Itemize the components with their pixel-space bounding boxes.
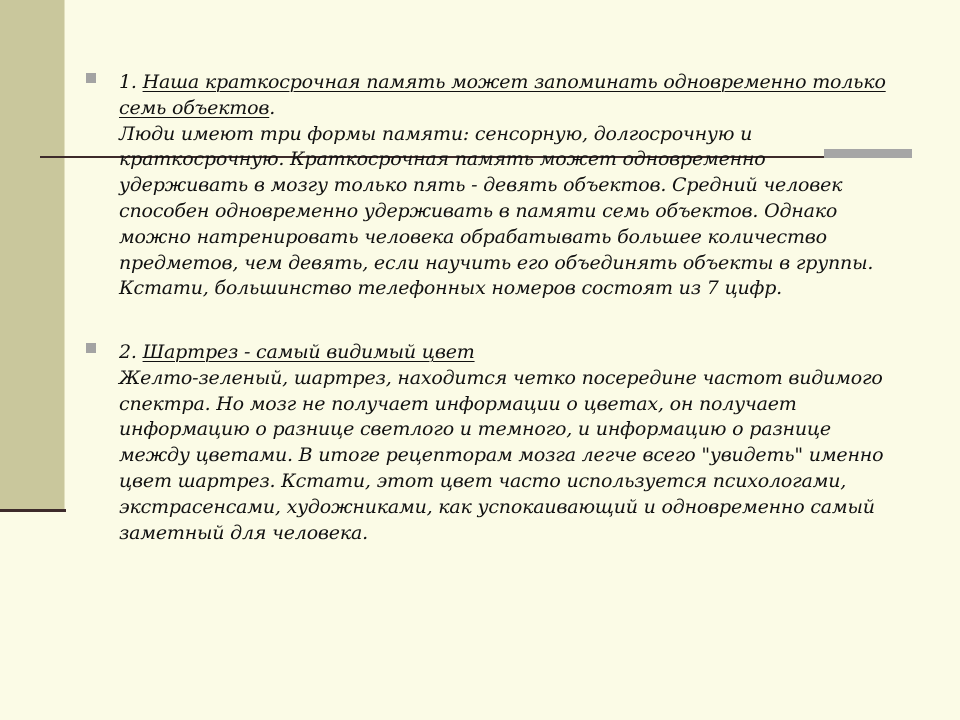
item-1-heading-part-2: семь объектов xyxy=(119,96,270,119)
item-2-body-line-6: экстрасенсами, художниками, как успокаивающий и одновременно самый xyxy=(119,495,875,518)
bullet-square-icon xyxy=(86,343,96,353)
item-1-body-line-3: удерживать в мозгу только пять - девять объектов. Средний человек xyxy=(119,174,843,197)
list-item-2 xyxy=(119,340,909,546)
item-2-body-line-5: цвет шартрез. Кстати, этот цвет часто используется психологами, xyxy=(119,469,847,492)
item-1-body-line-1: Люди имеют три формы памяти: сенсорную, долгосрочную и xyxy=(119,122,753,145)
bullet-square-icon xyxy=(86,73,96,83)
item-2-body-line-3: информацию о разнице светлого и темного, и информацию о разнице xyxy=(119,418,831,441)
item-1-body-line-2: краткосрочную. Краткосрочная память может одновременно xyxy=(119,148,766,171)
item-2-body-line-7: заметный для человека. xyxy=(119,521,368,544)
item-1-body-line-4: способен одновременно удерживать в памяти семь объектов. Однако xyxy=(119,199,838,222)
item-1-heading-line-2 xyxy=(119,96,909,122)
side-bar-underline xyxy=(0,509,66,512)
item-1-number: 1. xyxy=(119,71,143,93)
item-2-heading: Шартрез - самый видимый цвет xyxy=(142,341,475,363)
item-1-body-line-5: можно натренировать человека обрабатывать большее количество xyxy=(119,225,827,248)
item-2-number: 2. xyxy=(119,341,143,363)
item-1-body-line-6: предметов, чем девять, если научить его объединять объекты в группы. xyxy=(119,251,874,274)
side-bar-decoration xyxy=(0,0,65,511)
item-2-body-line-4: между цветами. В итоге рецепторам мозга легче всего "увидеть" именно xyxy=(119,444,884,467)
item-2-body-line-2: спектра. Но мозг не получает информации о цветах, он получает xyxy=(119,392,797,415)
item-2-heading-line xyxy=(119,340,909,366)
item-1-body-line-7: Кстати, большинство телефонных номеров состоят из 7 цифр. xyxy=(119,277,783,300)
item-1-heading-part-1: Наша краткосрочная память может запоминать одновременно только xyxy=(142,71,886,93)
list-item-1 xyxy=(119,70,909,302)
item-1-heading-line-1 xyxy=(119,70,909,96)
item-1-heading-end: . xyxy=(269,96,276,119)
item-2-body-line-1: Желто-зеленый, шартрез, находится четко посередине частот видимого xyxy=(119,366,883,389)
